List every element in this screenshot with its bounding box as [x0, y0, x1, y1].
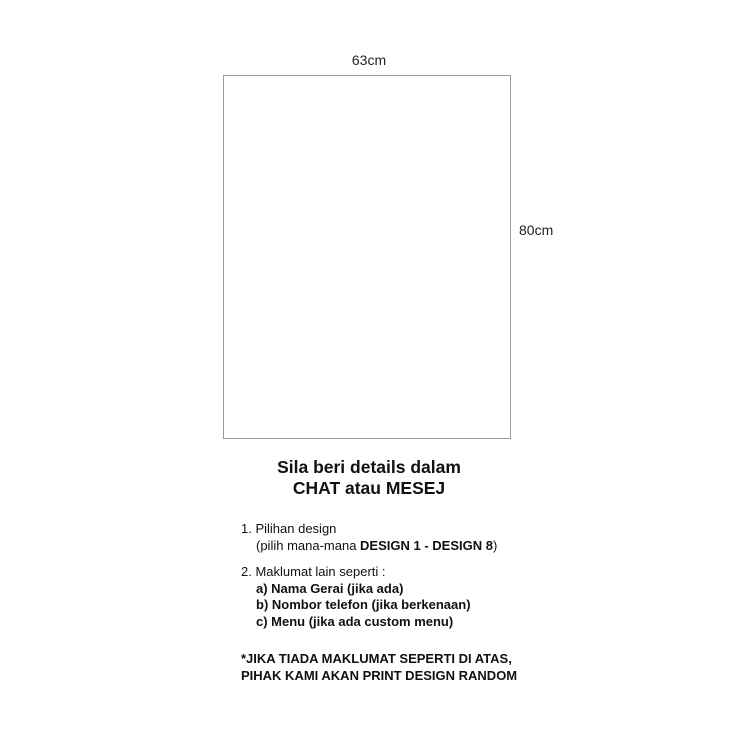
- warning-note: [241, 650, 517, 684]
- item-2-sub-c: c) Menu (jika ada custom menu): [256, 613, 454, 629]
- note-line-1: *JIKA TIADA MAKLUMAT SEPERTI DI ATAS,: [241, 651, 512, 666]
- item-1-detail: [241, 538, 497, 555]
- instruction-heading: [180, 457, 558, 499]
- height-dimension-label: 80cm: [519, 222, 554, 238]
- item-1-title: 1. Pilihan design: [241, 521, 337, 536]
- item-2-sub-b: b) Nombor telefon (jika berkenaan): [256, 597, 471, 612]
- item-1-detail-prefix: (pilih mana-mana: [256, 537, 361, 553]
- list-spacer: [241, 554, 497, 564]
- note-line-2: PIHAK KAMI AKAN PRINT DESIGN RANDOM: [241, 668, 518, 683]
- instruction-list: [241, 521, 497, 630]
- banner-outline: [223, 75, 511, 439]
- item-1-detail-suffix: ): [492, 537, 498, 553]
- item-2-sub-a: a) Nama Gerai (jika ada): [256, 580, 404, 596]
- item-2-title: 2. Maklumat lain seperti :: [241, 564, 386, 579]
- heading-line-1: Sila beri details dalam: [277, 457, 461, 477]
- width-dimension-label: 63cm: [351, 52, 387, 68]
- heading-line-2: CHAT atau MESEJ: [292, 478, 446, 498]
- item-1-detail-bold: DESIGN 1 - DESIGN 8: [360, 537, 493, 553]
